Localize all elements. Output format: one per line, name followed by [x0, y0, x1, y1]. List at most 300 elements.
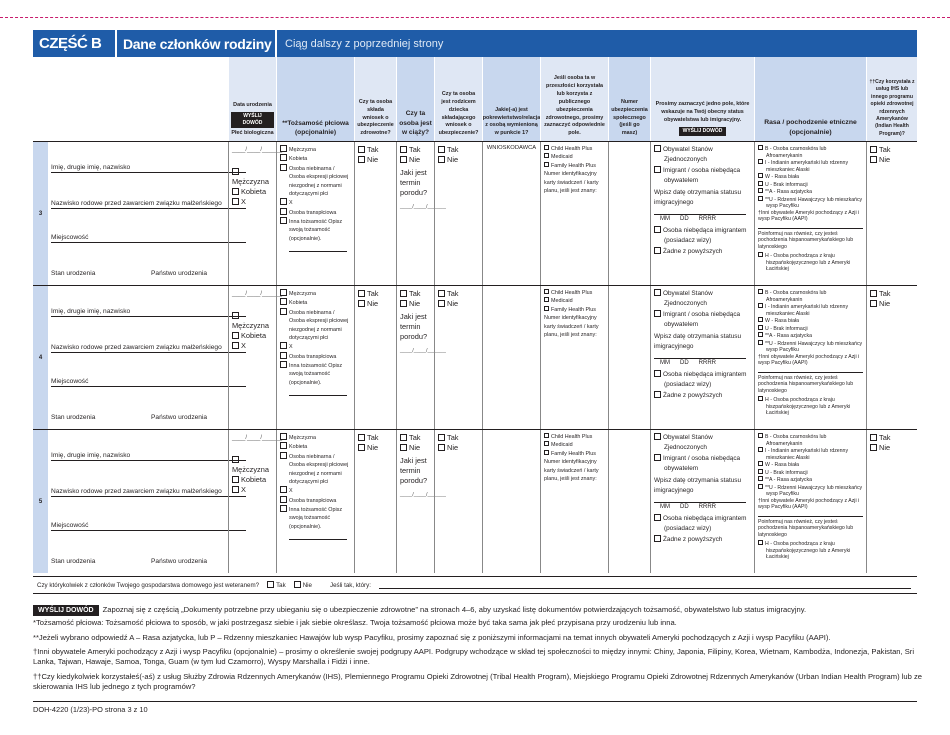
sex-male[interactable]: Mężczyzna: [232, 311, 273, 331]
send-doc-tag: WYŚLIJ DOWÓD: [679, 127, 727, 136]
note-ihs: ††Czy kiedykolwiek korzystałeś(-aś) z usług Służby Zdrowia Rdzennych Amerykanów (IHS), Plemiennego Programu Opieki Zdrowotnej (Tribal Health Program), Miejskiego Programu Opieki Zdrowotnej Rdzennych Amerykanów (Urban Indian Health Program) lub ze skierowania IHS lub jednego z tych programów?: [33, 672, 922, 691]
gender-write-in[interactable]: [289, 539, 347, 540]
checkbox[interactable]: [758, 469, 763, 474]
applying-cell: [354, 430, 396, 573]
checkbox[interactable]: [758, 332, 763, 337]
pregnant-yes[interactable]: Tak: [400, 289, 431, 299]
veteran-no[interactable]: Nie: [294, 581, 312, 589]
due-date-input[interactable]: ____/____/______: [400, 203, 446, 210]
checkbox[interactable]: [758, 188, 763, 193]
parent-yes[interactable]: Tak: [438, 433, 479, 443]
member-row: [33, 141, 917, 285]
ihs-no[interactable]: Nie: [870, 443, 914, 453]
gender-option[interactable]: X: [280, 198, 351, 207]
ihs-no[interactable]: Nie: [870, 299, 914, 309]
applying-no[interactable]: Nie: [358, 155, 393, 165]
checkbox[interactable]: [654, 391, 661, 398]
checkbox[interactable]: [758, 476, 763, 481]
race-option[interactable]: W - Rasa biała: [758, 173, 863, 181]
race-hispanic[interactable]: H - Osoba pochodząca z kraju hiszpańskojęzycznego lub z Ameryki Łacińskiej: [758, 252, 863, 273]
checkbox[interactable]: [758, 303, 763, 308]
dob-input[interactable]: ____/____/______: [232, 147, 283, 153]
checkbox[interactable]: [654, 310, 661, 317]
status-citizen[interactable]: Obywatel Stanów Zjednoczonych: [654, 433, 751, 454]
race-cell: [754, 430, 866, 573]
parent-no[interactable]: Nie: [438, 155, 479, 165]
race-option[interactable]: **A - Rasa azjatycka: [758, 188, 863, 196]
maiden-name-field[interactable]: Nazwisko rodowe przed zawarciem związku małżeńskiego: [51, 344, 246, 353]
checkbox[interactable]: [544, 289, 549, 294]
race-option[interactable]: I - Indianin amerykański lub rdzenny mieszkaniec Alaski: [758, 303, 863, 317]
sex-options: [232, 167, 273, 207]
latino-note: Poinformuj nas również, czy jesteś pochodzenia hispanoamerykańskiego lub latynoskiego: [758, 518, 854, 538]
parent-yes[interactable]: Tak: [438, 289, 479, 299]
gender-option[interactable]: Mężczyzna: [280, 433, 351, 442]
ssn-cell[interactable]: [608, 286, 650, 429]
ssn-cell[interactable]: [608, 430, 650, 573]
veteran-yes[interactable]: Tak: [267, 581, 286, 589]
checkbox[interactable]: [232, 332, 239, 339]
ihs-yes[interactable]: Tak: [870, 289, 914, 299]
checkbox[interactable]: [870, 290, 877, 297]
pregnant-yes[interactable]: Tak: [400, 145, 431, 155]
immigration-date-label: Wpisz datę otrzymania statusu imigracyjnego: [654, 333, 742, 351]
sex-male[interactable]: Mężczyzna: [232, 167, 273, 187]
aapi-write-in[interactable]: [758, 223, 863, 229]
checkbox[interactable]: [758, 289, 763, 294]
checkbox[interactable]: [280, 452, 287, 459]
due-date-input[interactable]: ____/____/______: [400, 491, 446, 498]
status-immigrant[interactable]: Imigrant / osoba niebędąca obywatelem: [654, 166, 751, 187]
checkbox[interactable]: [358, 146, 365, 153]
page-footer: DOH-4220 (1/23)-PO strona 3 z 10: [33, 705, 148, 714]
header-applying: Czy ta osoba składa wniosek o ubezpieczenie zdrowotne?: [354, 57, 396, 141]
race-option[interactable]: **A - Rasa azjatycka: [758, 332, 863, 340]
section-banner: [33, 30, 917, 57]
checkbox[interactable]: [438, 290, 445, 297]
checkbox[interactable]: [280, 433, 287, 440]
coverage-medicaid[interactable]: Medicaid: [544, 153, 605, 161]
coverage-medicaid[interactable]: Medicaid: [544, 441, 605, 449]
gender-option[interactable]: Inna tożsamość Opisz swoją tożsamość (opcjonalnie).: [280, 361, 351, 387]
sex-female[interactable]: Kobieta: [232, 475, 273, 485]
checkbox[interactable]: [280, 217, 287, 224]
aapi-write-in[interactable]: [758, 511, 863, 517]
checkbox[interactable]: [358, 300, 365, 307]
immigration-date-input[interactable]: MM DD RRRR: [654, 214, 746, 225]
checkbox[interactable]: [438, 300, 445, 307]
applying-cell: [354, 286, 396, 429]
checkbox[interactable]: [400, 444, 407, 451]
sex-female[interactable]: Kobieta: [232, 187, 273, 197]
checkbox[interactable]: [758, 484, 763, 489]
gender-cell: [276, 142, 354, 285]
checkbox[interactable]: [870, 434, 877, 441]
race-option[interactable]: B - Osoba czarnoskóra lub Afroamerykanin: [758, 289, 863, 303]
birth-country-field[interactable]: Państwo urodzenia: [151, 270, 208, 277]
gender-option[interactable]: Inna tożsamość Opisz swoją tożsamość (opcjonalnie).: [280, 217, 351, 243]
parent-cell: [434, 286, 482, 429]
checkbox[interactable]: [232, 312, 239, 319]
checkbox[interactable]: [400, 290, 407, 297]
coverage-medicaid[interactable]: Medicaid: [544, 297, 605, 305]
race-option[interactable]: U - Brak informacji: [758, 469, 863, 477]
name-field[interactable]: Imię, drugie imię, nazwisko: [51, 452, 246, 461]
coverage-chp[interactable]: Child Health Plus: [544, 145, 605, 153]
checkbox[interactable]: [294, 581, 301, 588]
gender-option[interactable]: Inna tożsamość Opisz swoją tożsamość (opcjonalnie).: [280, 505, 351, 531]
checkbox[interactable]: [267, 581, 274, 588]
gender-option[interactable]: Kobieta: [280, 154, 351, 163]
birth-country-field[interactable]: Państwo urodzenia: [151, 414, 208, 421]
dob-cell: [228, 286, 283, 429]
checkbox[interactable]: [758, 145, 763, 150]
checkbox[interactable]: [758, 159, 763, 164]
race-option[interactable]: **A - Rasa azjatycka: [758, 476, 863, 484]
checkbox[interactable]: [280, 496, 287, 503]
dob-label: Data urodzenia: [233, 101, 272, 108]
checkbox[interactable]: [544, 433, 549, 438]
checkbox[interactable]: [280, 145, 287, 152]
ihs-yes[interactable]: Tak: [870, 145, 914, 155]
gender-option[interactable]: Mężczyzna: [280, 289, 351, 298]
checkbox[interactable]: [758, 461, 763, 466]
status-citizen[interactable]: Obywatel Stanów Zjednoczonych: [654, 289, 751, 310]
checkbox[interactable]: [870, 444, 877, 451]
checkbox[interactable]: [758, 181, 763, 186]
due-date-label: Jaki jest termin porodu?: [400, 311, 428, 341]
parent-yes[interactable]: Tak: [438, 145, 479, 155]
status-cell: [650, 286, 754, 429]
coverage-fhp[interactable]: Family Health Plus: [544, 162, 605, 170]
veteran-question: [33, 576, 917, 594]
parent-no[interactable]: Nie: [438, 443, 479, 453]
gender-cell: [276, 286, 354, 429]
coverage-cell: [540, 286, 608, 429]
checkbox[interactable]: [280, 289, 287, 296]
checkbox[interactable]: [654, 166, 661, 173]
checkbox[interactable]: [544, 153, 549, 158]
status-visa[interactable]: Osoba niebędąca imigrantem (posiadacz wizy): [654, 226, 751, 247]
coverage-chp[interactable]: Child Health Plus: [544, 289, 605, 297]
pregnant-no[interactable]: Nie: [400, 155, 431, 165]
gender-option[interactable]: Mężczyzna: [280, 145, 351, 154]
birth-town-field[interactable]: Miejscowość: [51, 234, 246, 243]
dob-cell: [228, 142, 283, 285]
checkbox[interactable]: [280, 342, 287, 349]
race-option[interactable]: U - Brak informacji: [758, 181, 863, 189]
coverage-id-label[interactable]: Numer identyfikacyjny karty świadczeń / karty planu, jeśli jest znany:: [544, 315, 599, 338]
checkbox[interactable]: [280, 164, 287, 171]
aapi-note: †Inni obywatele Ameryki pochodzący z Azji i wysp Pacyfiku (AAPI): [758, 209, 860, 222]
dob-input[interactable]: ____/____/______: [232, 291, 283, 297]
gender-write-in[interactable]: [289, 251, 347, 252]
pregnant-yes[interactable]: Tak: [400, 433, 431, 443]
header-pregnant: Czy ta osoba jest w ciąży?: [396, 57, 434, 141]
checkbox[interactable]: [232, 476, 239, 483]
checkbox[interactable]: [870, 156, 877, 163]
gender-option[interactable]: Osoba transpłciowa: [280, 352, 351, 361]
birth-town-field[interactable]: Miejscowość: [51, 378, 246, 387]
coverage-cell: [540, 430, 608, 573]
status-cell: [650, 142, 754, 285]
birth-country-field[interactable]: Państwo urodzenia: [151, 558, 208, 565]
checkbox[interactable]: [438, 156, 445, 163]
checkbox[interactable]: [280, 361, 287, 368]
checkbox[interactable]: [280, 308, 287, 315]
race-cell: [754, 286, 866, 429]
ihs-cell: [866, 430, 917, 573]
checkbox[interactable]: [758, 317, 763, 322]
pregnant-no[interactable]: Nie: [400, 299, 431, 309]
checkbox[interactable]: [544, 306, 549, 311]
checkbox[interactable]: [544, 162, 549, 167]
checkbox[interactable]: [870, 300, 877, 307]
header-parent: Czy ta osoba jest rodzicem dziecka składającego wniosek o ubezpieczenie?: [434, 57, 482, 141]
coverage-id-label[interactable]: Numer identyfikacyjny karty świadczeń / karty planu, jeśli jest znany:: [544, 171, 599, 194]
status-none[interactable]: Żadne z powyższych: [654, 391, 751, 401]
checkbox[interactable]: [544, 145, 549, 150]
checkbox[interactable]: [758, 325, 763, 330]
ssn-cell[interactable]: [608, 142, 650, 285]
header-prev-coverage: Jeśli osoba ta w przeszłości korzystała lub korzysta z publicznego ubezpieczenia zdrowotnego, prosimy zaznaczyć odpowiednie pole.: [540, 57, 608, 141]
send-doc-tag: WYŚLIJ DOWÓD: [33, 605, 99, 616]
immigration-date-label: Wpisz datę otrzymania statusu imigracyjnego: [654, 189, 742, 207]
status-immigrant[interactable]: Imigrant / osoba niebędąca obywatelem: [654, 454, 751, 475]
gender-option[interactable]: Kobieta: [280, 442, 351, 451]
checkbox[interactable]: [758, 447, 763, 452]
checkbox[interactable]: [358, 290, 365, 297]
dob-cell: [228, 430, 283, 573]
checkbox[interactable]: [232, 456, 239, 463]
checkbox[interactable]: [400, 156, 407, 163]
row-number: 5: [33, 430, 48, 573]
checkbox[interactable]: [400, 146, 407, 153]
checkbox[interactable]: [358, 156, 365, 163]
applying-yes[interactable]: Tak: [358, 289, 393, 299]
veteran-which-label: Jeśli tak, który:: [330, 581, 371, 589]
applying-yes[interactable]: Tak: [358, 145, 393, 155]
header-status: [650, 57, 754, 141]
checkbox[interactable]: [280, 442, 287, 449]
footer-rule: [33, 701, 917, 702]
birth-state-field[interactable]: Stan urodzenia: [51, 270, 96, 277]
checkbox[interactable]: [654, 514, 661, 521]
name-field[interactable]: Imię, drugie imię, nazwisko: [51, 308, 246, 317]
ihs-yes[interactable]: Tak: [870, 433, 914, 443]
checkbox[interactable]: [544, 450, 549, 455]
checkbox[interactable]: [758, 396, 763, 401]
checkbox[interactable]: [438, 146, 445, 153]
checkbox[interactable]: [654, 433, 661, 440]
note-gender: *Tożsamość płciowa: Tożsamość płciowa to sposób, w jaki postrzegasz siebie i jak siebie określasz. Twoja tożsamość płciowa może być taka sama jak płeć przypisana przy urodzeniu lub inna.: [33, 618, 677, 627]
gender-option[interactable]: Kobieta: [280, 298, 351, 307]
race-option[interactable]: **U - Rdzenni Hawajczycy lub mieszkańcy wysp Pacyfiku: [758, 484, 863, 498]
gender-option[interactable]: Osoba niebinarna / Osoba ekspresji płciowej niezgodnej z normami dotyczącymi płci: [280, 452, 351, 487]
birth-state-field[interactable]: Stan urodzenia: [51, 414, 96, 421]
immigration-date-input[interactable]: MM DD RRRR: [654, 502, 746, 513]
checkbox[interactable]: [280, 505, 287, 512]
sex-male[interactable]: Mężczyzna: [232, 455, 273, 475]
pregnant-no[interactable]: Nie: [400, 443, 431, 453]
ihs-cell: [866, 142, 917, 285]
checkbox[interactable]: [358, 434, 365, 441]
checkbox[interactable]: [544, 441, 549, 446]
pregnant-cell: [396, 286, 446, 429]
checkbox[interactable]: [758, 173, 763, 178]
status-visa[interactable]: Osoba niebędąca imigrantem (posiadacz wizy): [654, 514, 751, 535]
checkbox[interactable]: [280, 352, 287, 359]
veteran-which-input[interactable]: [379, 581, 911, 589]
checkbox[interactable]: [400, 434, 407, 441]
continued-note: Ciąg dalszy z poprzedniej strony: [285, 37, 444, 50]
coverage-fhp[interactable]: Family Health Plus: [544, 306, 605, 314]
race-hispanic[interactable]: H - Osoba pochodząca z kraju hiszpańskojęzycznego lub z Ameryki Łacińskiej: [758, 396, 863, 417]
checkbox[interactable]: [438, 444, 445, 451]
coverage-fhp[interactable]: Family Health Plus: [544, 450, 605, 458]
status-citizen[interactable]: Obywatel Stanów Zjednoczonych: [654, 145, 751, 166]
member-row: [33, 285, 917, 429]
gender-cell: [276, 430, 354, 573]
checkbox[interactable]: [654, 145, 661, 152]
note-aapi: †Inni obywatele Ameryki pochodzący z Azji i wysp Pacyfiku (opcjonalnie) – prosimy o określenie swojej podgrupy AAPI. Podgrupy wchodzące w skład tej społeczności to między innymi: Chiny, Japonia, Filipiny, Korea, Wietnam, Kambodża, Indonezja, Pakistan, Sri Lanka, Tajwan, Hawaje, Samoa, Tonga, Guam (w tym lud Czamorro), Wyspy Marshalla i Fidżi i inne.: [33, 647, 915, 666]
latino-note: Poinformuj nas również, czy jesteś pochodzenia hispanoamerykańskiego lub latynoskiego: [758, 374, 854, 394]
status-visa[interactable]: Osoba niebędąca imigrantem (posiadacz wizy): [654, 370, 751, 391]
cut-line: [0, 17, 950, 18]
birth-state-field[interactable]: Stan urodzenia: [51, 558, 96, 565]
relation-cell[interactable]: [482, 142, 540, 285]
aapi-write-in[interactable]: [758, 367, 863, 373]
checkbox[interactable]: [232, 342, 239, 349]
gender-option[interactable]: Osoba transpłciowa: [280, 208, 351, 217]
race-option[interactable]: U - Brak informacji: [758, 325, 863, 333]
race-option[interactable]: B - Osoba czarnoskóra lub Afroamerykanin: [758, 145, 863, 159]
checkbox[interactable]: [758, 196, 763, 201]
race-option[interactable]: **U - Rdzenni Hawajczycy lub mieszkańcy wysp Pacyfiku: [758, 196, 863, 210]
maiden-name-field[interactable]: Nazwisko rodowe przed zawarciem związku małżeńskiego: [51, 200, 246, 209]
header-ihs: ††Czy korzystała z usług IHS lub innego programu opieki zdrowotnej rdzennych Amerykanów (Indian Health Program)?: [866, 57, 917, 141]
veteran-label: Czy którykolwiek z członków Twojego gospodarstwa domowego jest weteranem?: [37, 581, 260, 589]
header-blank: [33, 57, 228, 141]
applying-no[interactable]: Nie: [358, 299, 393, 309]
race-hispanic[interactable]: H - Osoba pochodząca z kraju hiszpańskojęzycznego lub z Ameryki Łacińskiej: [758, 540, 863, 561]
gender-option[interactable]: Osoba transpłciowa: [280, 496, 351, 505]
checkbox[interactable]: [438, 434, 445, 441]
section-title: Dane członków rodziny: [117, 30, 277, 57]
ihs-no[interactable]: Nie: [870, 155, 914, 165]
relation-cell[interactable]: [482, 286, 540, 429]
sex-x[interactable]: X: [232, 485, 273, 495]
sex-label: Płeć biologiczna: [231, 130, 274, 137]
checkbox[interactable]: [280, 486, 287, 493]
race-option[interactable]: W - Rasa biała: [758, 461, 863, 469]
pregnant-cell: [396, 430, 446, 573]
part-label: CZĘŚĆ B: [33, 30, 117, 57]
sex-x[interactable]: X: [232, 197, 273, 207]
race-cell: [754, 142, 866, 285]
race-option[interactable]: I - Indianin amerykański lub rdzenny mieszkaniec Alaski: [758, 159, 863, 173]
parent-no[interactable]: Nie: [438, 299, 479, 309]
maiden-name-field[interactable]: Nazwisko rodowe przed zawarciem związku małżeńskiego: [51, 488, 246, 497]
status-cell: [650, 430, 754, 573]
applying-no[interactable]: Nie: [358, 443, 393, 453]
status-none[interactable]: Żadne z powyższych: [654, 247, 751, 257]
checkbox[interactable]: [654, 370, 661, 377]
checkbox[interactable]: [758, 252, 763, 257]
checkbox[interactable]: [358, 444, 365, 451]
checkbox[interactable]: [654, 247, 661, 254]
relation-cell[interactable]: [482, 430, 540, 573]
checkbox[interactable]: [654, 454, 661, 461]
due-date-label: Jaki jest termin porodu?: [400, 167, 428, 197]
checkbox[interactable]: [232, 198, 239, 205]
gender-option[interactable]: X: [280, 342, 351, 351]
checkbox[interactable]: [232, 168, 239, 175]
checkbox[interactable]: [654, 535, 661, 542]
gender-option[interactable]: Osoba niebinarna / Osoba ekspresji płciowej niezgodnej z normami dotyczącymi płci: [280, 164, 351, 199]
header-ssn: Numer ubezpieczenia społecznego (jeśli go masz): [608, 57, 650, 141]
checkbox[interactable]: [232, 486, 239, 493]
gender-option[interactable]: X: [280, 486, 351, 495]
checkbox[interactable]: [232, 188, 239, 195]
checkbox[interactable]: [654, 289, 661, 296]
parent-cell: [434, 142, 482, 285]
status-none[interactable]: Żadne z powyższych: [654, 535, 751, 545]
aapi-note: †Inni obywatele Ameryki pochodzący z Azji i wysp Pacyfiku (AAPI): [758, 353, 860, 366]
immigration-date-input[interactable]: MM DD RRRR: [654, 358, 746, 369]
parent-cell: [434, 430, 482, 573]
sex-options: [232, 455, 273, 495]
race-option[interactable]: I - Indianin amerykański lub rdzenny mieszkaniec Alaski: [758, 447, 863, 461]
immigration-date-label: Wpisz datę otrzymania statusu imigracyjnego: [654, 477, 742, 495]
checkbox[interactable]: [758, 433, 763, 438]
checkbox[interactable]: [280, 208, 287, 215]
sex-x[interactable]: X: [232, 341, 273, 351]
checkbox[interactable]: [544, 297, 549, 302]
checkbox[interactable]: [758, 540, 763, 545]
race-option[interactable]: **U - Rdzenni Hawajczycy lub mieszkańcy wysp Pacyfiku: [758, 340, 863, 354]
send-doc-tag: WYŚLIJ DOWÓD: [231, 112, 274, 129]
due-date-label: Jaki jest termin porodu?: [400, 455, 428, 485]
dob-input[interactable]: ____/____/______: [232, 435, 283, 441]
race-option[interactable]: B - Osoba czarnoskóra lub Afroamerykanin: [758, 433, 863, 447]
checkbox[interactable]: [280, 198, 287, 205]
header-race: Rasa / pochodzenie etniczne (opcjonalnie): [754, 57, 866, 141]
race-option[interactable]: W - Rasa biała: [758, 317, 863, 325]
gender-write-in[interactable]: [289, 395, 347, 396]
status-immigrant[interactable]: Imigrant / osoba niebędąca obywatelem: [654, 310, 751, 331]
checkbox[interactable]: [280, 298, 287, 305]
name-field[interactable]: Imię, drugie imię, nazwisko: [51, 164, 246, 173]
header-gender: **Tożsamość płciowa (opcjonalnie): [276, 57, 354, 141]
checkbox[interactable]: [654, 226, 661, 233]
checkbox[interactable]: [870, 146, 877, 153]
coverage-id-label[interactable]: Numer identyfikacyjny karty świadczeń / karty planu, jeśli jest znany:: [544, 459, 599, 482]
checkbox[interactable]: [758, 340, 763, 345]
checkbox[interactable]: [280, 154, 287, 161]
ihs-cell: [866, 286, 917, 429]
gender-option[interactable]: Osoba niebinarna / Osoba ekspresji płciowej niezgodnej z normami dotyczącymi płci: [280, 308, 351, 343]
applying-yes[interactable]: Tak: [358, 433, 393, 443]
status-label: Prosimy zaznaczyć jedno pole, które wskazuje na Twój obecny status obywatelstwa lub imigracyjny.: [655, 101, 750, 123]
sex-female[interactable]: Kobieta: [232, 331, 273, 341]
row-number: 3: [33, 142, 48, 285]
checkbox[interactable]: [400, 300, 407, 307]
pregnant-cell: [396, 142, 446, 285]
coverage-chp[interactable]: Child Health Plus: [544, 433, 605, 441]
birth-town-field[interactable]: Miejscowość: [51, 522, 246, 531]
due-date-input[interactable]: ____/____/______: [400, 347, 446, 354]
